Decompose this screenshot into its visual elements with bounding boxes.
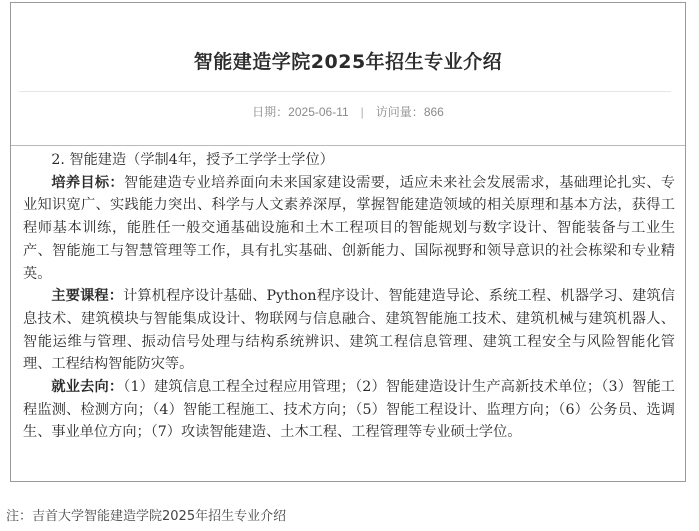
article-meta (11, 103, 685, 120)
article-title: 智能建造学院2025年招生专业介绍 (193, 51, 503, 73)
figure-caption: 注：吉首大学智能建造学院2025年招生专业介绍 (6, 509, 287, 524)
meta-separator: | (360, 105, 364, 119)
career-text: （1）建筑信息工程全过程应用管理；（2）智能建造设计生产高新技术单位；（3）智能工程监测、检测方向；（4）智能工程施工、技术方向；（5）智能工程设计、监理方向；（6）公务员、选调生、事业单位方向；（7）攻读智能建造、土木工程、工程管理等专业硕士学位。 (23, 379, 675, 441)
courses-paragraph (23, 285, 675, 376)
view-count: 866 (423, 105, 444, 119)
date-label: 日期： (252, 105, 289, 119)
career-label: 就业去向： (51, 379, 124, 396)
major-heading: 2. 智能建造（学制4年，授予工学学士学位） (51, 152, 334, 168)
article-body (23, 149, 675, 444)
courses-text: 计算机程序设计基础、Python程序设计、智能建造导论、系统工程、机器学习、建筑信息技术、建筑模块与智能集成设计、物联网与信息融合、建筑智能施工技术、建筑机械与建筑机器人、智能运维与管理、振动信号处理与结构系统辨识、建筑工程信息管理、建筑工程安全与风险智能化管理、工程结构智能防灾等。 (23, 288, 675, 373)
views-label: 访问量： (375, 105, 424, 119)
objective-text: 智能建造专业培养面向未来国家建设需要，适应未来社会发展需求，基础理论扎实、专业知识宽广、实践能力突出、科学与人文素养深厚，掌握智能建造领域的相关原理和基本方法，获得工程师基本训练，能胜任一般交通基础设施和土木工程项目的智能规划与数字设计、智能装备与工业生产、智能施工与智慧管理等工作，具有扎实基础、创新能力、国际视野和领导意识的社会栋梁和专业精英。 (23, 174, 675, 282)
courses-label: 主要课程： (51, 288, 124, 305)
article-header (11, 3, 685, 146)
objective-label: 培养目标： (51, 174, 124, 191)
article-screenshot-frame (10, 2, 686, 482)
meta-divider (19, 91, 671, 92)
publish-date: 2025-06-11 (288, 105, 349, 119)
career-paragraph (23, 376, 675, 444)
objective-paragraph (23, 172, 675, 286)
